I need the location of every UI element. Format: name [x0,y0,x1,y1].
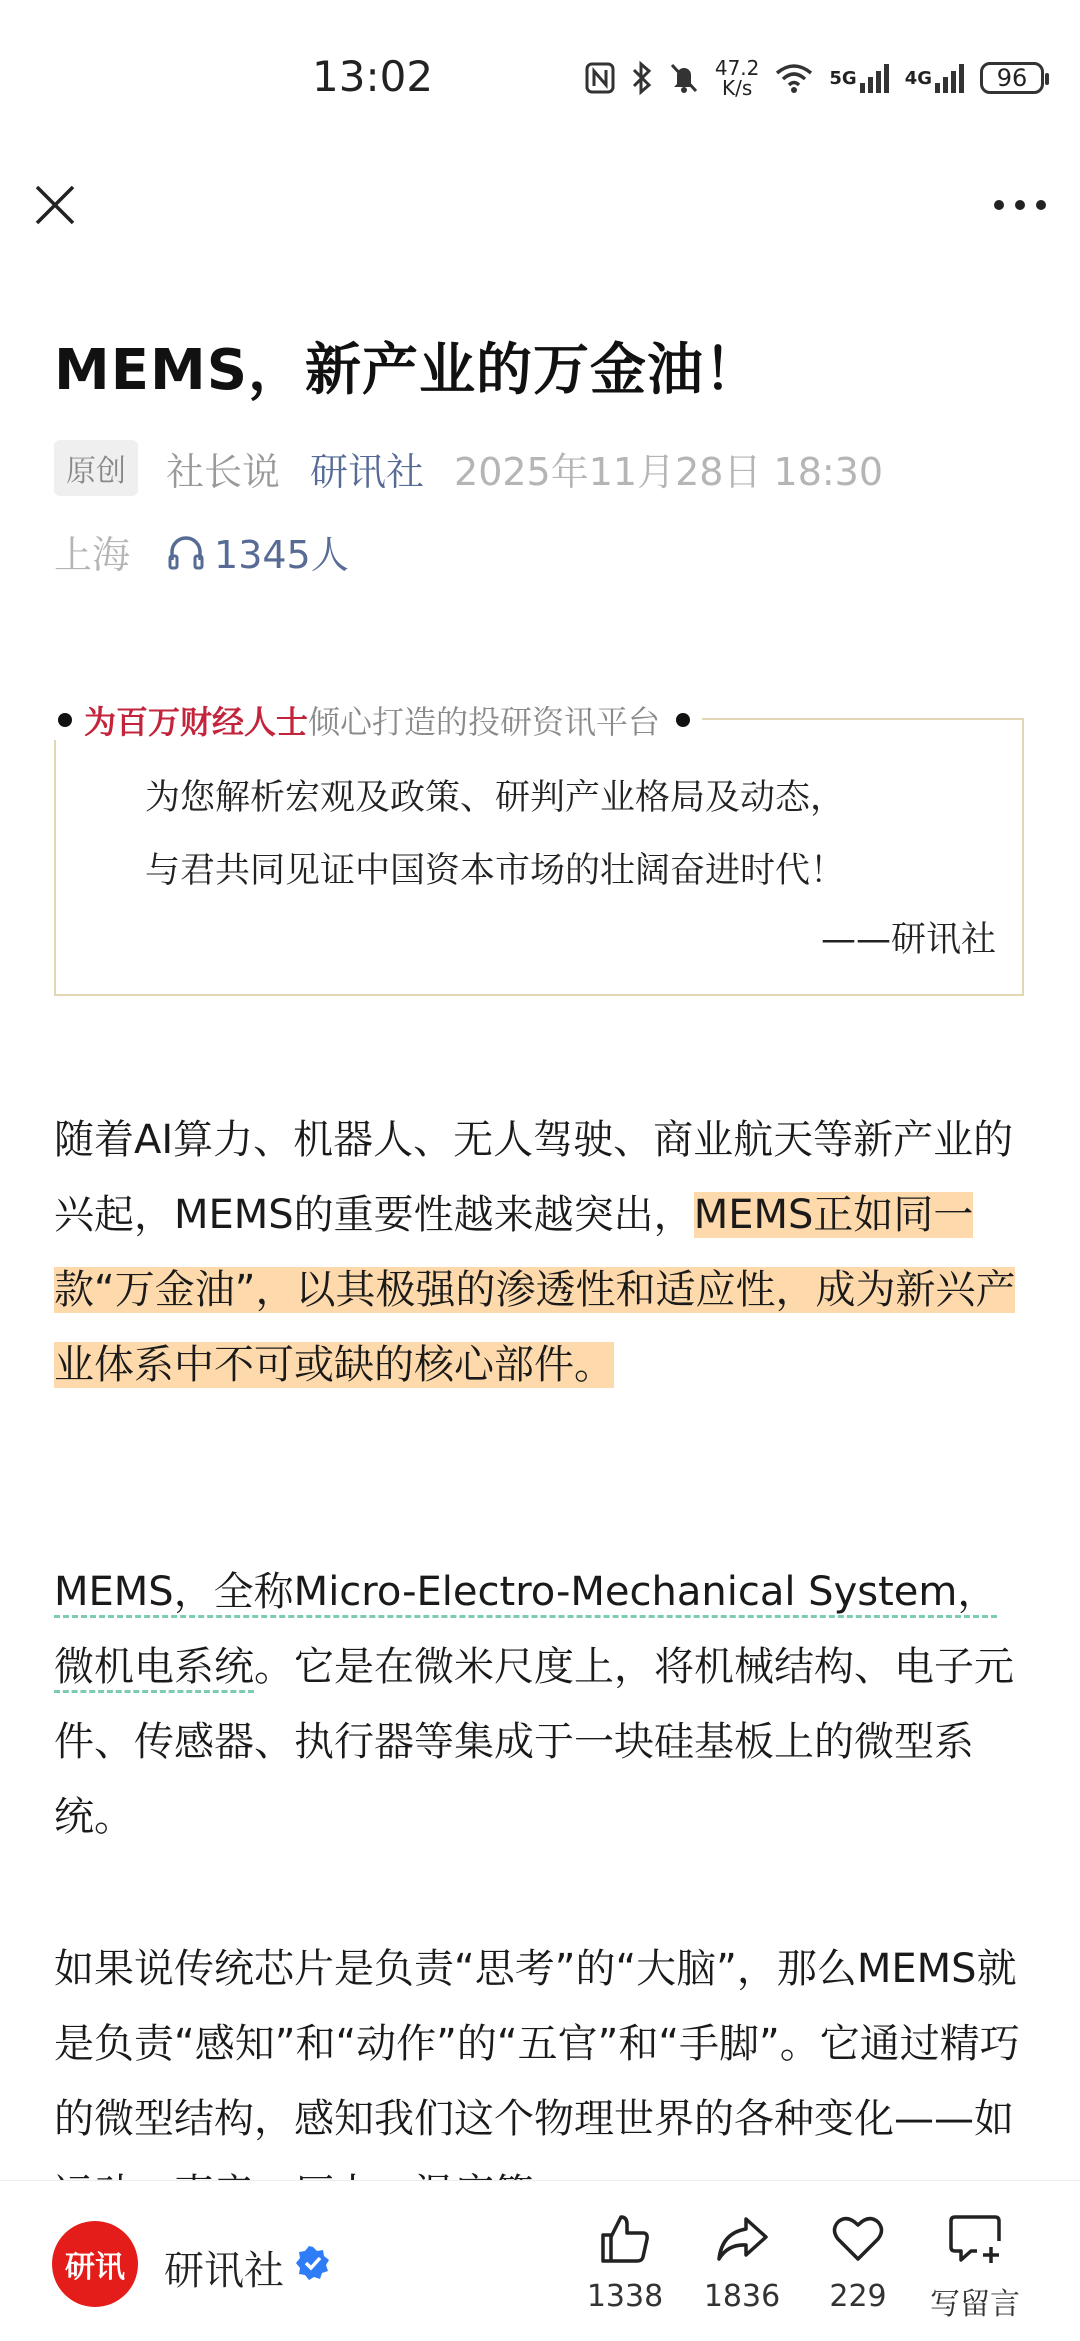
battery-indicator: 96 [980,62,1044,94]
verified-badge-icon [296,2246,330,2280]
signal-bars-icon [859,63,889,93]
bluetooth-icon [631,61,653,95]
more-icon [990,185,1050,225]
status-icons [585,58,1044,98]
article-meta-2 [54,524,349,579]
highlighted-text: MEMS正如同一款“万金油”，以其极强的渗透性和适应性，成为新兴产业体系中不可或缺的核心部件。 [54,1192,1016,1388]
listen-count: 1345人 [214,533,349,577]
share-count: 1836 [703,2279,781,2314]
bullet-dot-icon [676,713,690,727]
signal-4g [905,63,964,93]
favorite-button[interactable] [803,2211,913,2314]
account-link[interactable]: 研讯社 [310,449,425,494]
net-speed [715,58,760,98]
heart-icon [830,2211,886,2267]
headphones-icon [166,532,206,572]
signal-4g-label: 4G [904,67,932,89]
slogan-highlight: 为百万财经人士 [84,703,309,741]
mute-bell-icon [669,62,699,94]
author-name: 社长说 [166,449,281,494]
original-badge: 原创 [54,440,138,496]
paragraph-1-text: 随着AI算力、机器人、无人驾驶、商业航天等新产业的兴起，MEMS的重要性越来越突出， [54,1117,1014,1238]
net-speed-value: 47.2 [714,56,760,80]
term-underline-link[interactable]: MEMS，全称Micro-Electro-Mechanical System，微机电系统 [54,1569,997,1693]
nfc-icon [585,62,615,94]
paragraph-3-text: 如果说传统芯片是负责“思考”的“大脑”，那么MEMS就是负责“感知”和“动作”的“五官”和“手脚”。它通过精巧的微型结构，感知我们这个物理世界的各种变化——如 [54,1946,1020,2142]
bullet-dot-icon [58,713,72,727]
status-bar [0,0,1080,150]
publish-location: 上海 [54,533,131,577]
account-avatar[interactable]: 研讯 [52,2221,138,2307]
write-comment-button[interactable] [920,2211,1030,2323]
listen-button[interactable] [166,524,349,579]
paragraph-3 [54,1932,1029,2180]
signal-5g [829,63,888,93]
signal-5g-label: 5G [829,67,857,89]
favorite-count: 229 [829,2279,887,2314]
thumbs-up-icon [597,2211,653,2267]
quote-line-2: 与君共同见证中国资本市场的壮阔奋进时代！ [145,851,846,891]
close-button[interactable] [30,180,80,230]
slogan-rest: 倾心打造的投研资讯平台 [308,703,661,741]
like-count: 1338 [586,2279,664,2314]
bottom-action-bar [0,2180,1080,2341]
paragraph-2 [54,1555,1029,1855]
article-meta [54,440,883,496]
quote-box-slogan [46,700,702,740]
paragraph-2-text: 。它是在微米尺度上，将机械结构、电子元件、传感器、执行器等集成于一块硅基板上的微型系统。 [54,1644,1014,1840]
quote-signature: ——研讯社 [820,920,996,960]
wifi-icon [775,63,813,93]
like-button[interactable] [570,2211,680,2314]
publish-datetime: 2025年11月28日 18:30 [454,449,884,494]
paragraph-1 [54,1103,1029,1403]
write-comment-label: 写留言 [930,2287,1020,2322]
status-time: 13:02 [312,52,434,101]
more-options-button[interactable] [990,185,1050,225]
share-button[interactable] [687,2211,797,2314]
close-icon [30,180,80,230]
net-speed-unit: K/s [721,76,753,100]
share-arrow-icon [714,2211,770,2267]
article-title: MEMS，新产业的万金油！ [54,338,762,403]
comment-icon [947,2211,1003,2267]
signal-bars-icon [934,63,964,93]
bottom-account-name[interactable]: 研讯社 [164,2248,284,2294]
quote-line-1: 为您解析宏观及政策、研判产业格局及动态， [145,778,846,818]
